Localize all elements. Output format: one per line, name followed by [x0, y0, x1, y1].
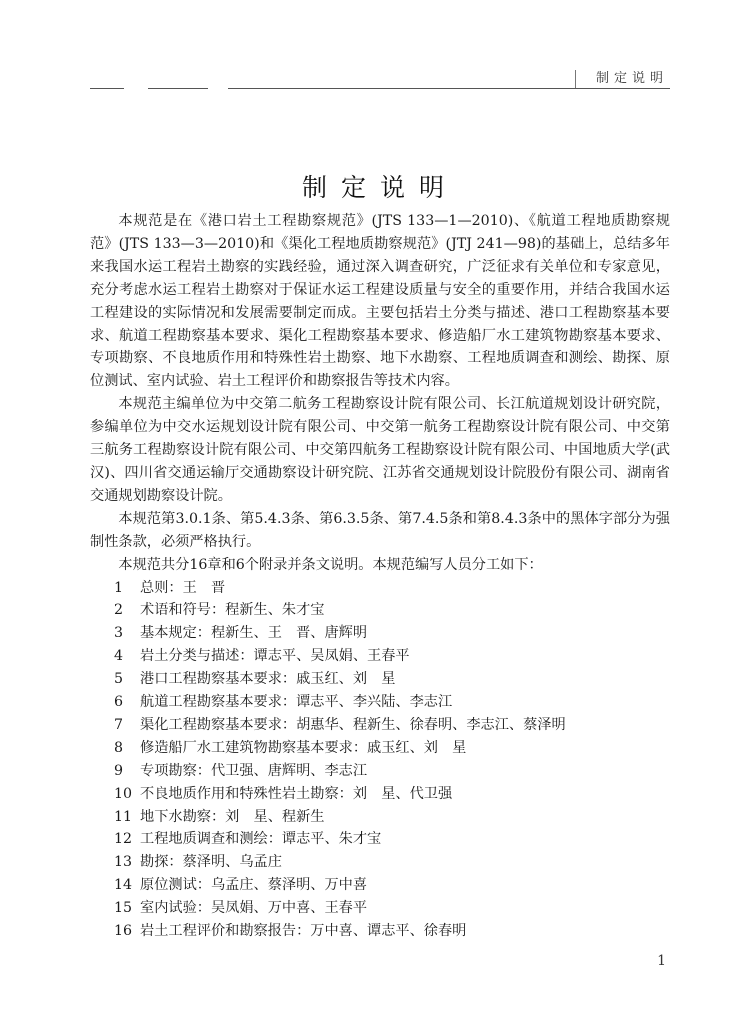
item-text: 航道工程勘察基本要求：谭志平、李兴陆、李志江: [140, 694, 453, 711]
item-number: 1: [114, 579, 124, 596]
list-item: [90, 920, 670, 943]
list-item: [90, 577, 670, 600]
page-number: 1: [657, 953, 666, 969]
item-number: 14: [114, 877, 133, 894]
list-item: [90, 622, 670, 645]
item-text: 渠化工程勘察基本要求：胡惠华、程新生、徐春明、李志江、蔡泽明: [140, 716, 566, 733]
item-number: 8: [114, 739, 124, 756]
header-divider-tick: [575, 70, 576, 88]
item-text: 总则：王 晋: [140, 579, 226, 596]
list-item: [90, 897, 670, 920]
item-number: 4: [114, 648, 124, 665]
header-rule-1: [90, 88, 124, 89]
item-number: 9: [114, 762, 124, 779]
paragraph-division: 本规范共分16章和6个附录并条文说明。本规范编写人员分工如下：: [118, 556, 543, 573]
item-text: 室内试验：吴凤娟、万中喜、王春平: [140, 900, 368, 917]
item-number: 12: [114, 831, 133, 848]
item-text: 岩土分类与描述：谭志平、吴凤娟、王春平: [140, 648, 410, 665]
running-head: 制定说明: [595, 71, 668, 86]
item-number: 15: [114, 900, 133, 917]
item-number: 5: [114, 671, 124, 688]
assignment-list: [90, 577, 670, 944]
paragraph-units: 本规范主编单位为中交第二航务工程勘察设计院有限公司、长江航道规划设计研究院，参编单位为中交水运规划设计院有限公司、中交第一航务工程勘察设计院有限公司、中交第三航务工程勘察设计院有限公司、中交第四航务工程勘察设计院有限公司、中国地质大学(武汉)、四川省交通运输厅交通勘察设计研究院、江苏省交通规划设计院股份有限公司、湖南省交通规划勘察设计院。: [90, 396, 670, 504]
list-item: [90, 851, 670, 874]
item-text: 术语和符号：程新生、朱才宝: [140, 602, 325, 619]
item-number: 7: [114, 716, 124, 733]
item-number: 3: [114, 625, 124, 642]
item-text: 修造船厂水工建筑物勘察基本要求：戚玉红、刘 星: [140, 739, 467, 756]
item-text: 地下水勘察：刘 星、程新生: [140, 808, 325, 825]
list-item: [90, 668, 670, 691]
item-text: 不良地质作用和特殊性岩土勘察：刘 星、代卫强: [140, 785, 453, 802]
item-number: 10: [114, 785, 133, 802]
body-text: [90, 210, 670, 943]
item-text: 港口工程勘察基本要求：戚玉红、刘 星: [140, 671, 396, 688]
list-item: [90, 874, 670, 897]
header-rule-3: [228, 88, 670, 89]
list-item: [90, 783, 670, 806]
list-item: [90, 645, 670, 668]
list-item: [90, 828, 670, 851]
item-text: 岩土工程评价和勘察报告：万中喜、谭志平、徐春明: [140, 923, 467, 940]
item-text: 专项勘察：代卫强、唐辉明、李志江: [140, 762, 368, 779]
item-number: 2: [114, 602, 124, 619]
list-item: [90, 737, 670, 760]
list-item: [90, 806, 670, 829]
item-text: 基本规定：程新生、王 晋、唐辉明: [140, 625, 368, 642]
item-text: 勘探：蔡泽明、乌孟庄: [140, 854, 282, 871]
page-title: 制定说明: [301, 173, 458, 202]
list-item: [90, 691, 670, 714]
item-number: 16: [114, 923, 133, 940]
header-rule-2: [148, 88, 208, 89]
paragraph-intro: 本规范是在《港口岩土工程勘察规范》(JTS 133—1—2010)、《航道工程地质勘察规范》(JTS 133—3—2010)和《渠化工程地质勘察规范》(JTJ 241—98)的基础上，总结多年来我国水运工程岩土勘察的实践经验，通过深入调查研究，广泛征求有关单位和专家意见，充分考虑水运工程岩土勘察对于保证水运工程建设质量与安全的重要作用，并结合我国水运工程建设的实际情况和发展需要制定而成。主要包括岩土分类与描述、港口工程勘察基本要求、航道工程勘察基本要求、渠化工程勘察基本要求、修造船厂水工建筑物勘察基本要求、专项勘察、不良地质作用和特殊性岩土勘察、地下水勘察、工程地质调查和测绘、勘探、原位测试、室内试验、岩土工程评价和勘察报告等技术内容。: [90, 213, 670, 390]
item-text: 工程地质调查和测绘：谭志平、朱才宝: [140, 831, 382, 848]
list-item: [90, 599, 670, 622]
item-number: 6: [114, 694, 124, 711]
item-text: 原位测试：乌孟庄、蔡泽明、万中喜: [140, 877, 368, 894]
item-number: 11: [114, 808, 133, 825]
list-item: [90, 760, 670, 783]
item-number: 13: [114, 854, 133, 871]
paragraph-mandatory: 本规范第3.0.1条、第5.4.3条、第6.3.5条、第7.4.5条和第8.4.3条中的黑体字部分为强制性条款，必须严格执行。: [90, 510, 670, 550]
list-item: [90, 714, 670, 737]
